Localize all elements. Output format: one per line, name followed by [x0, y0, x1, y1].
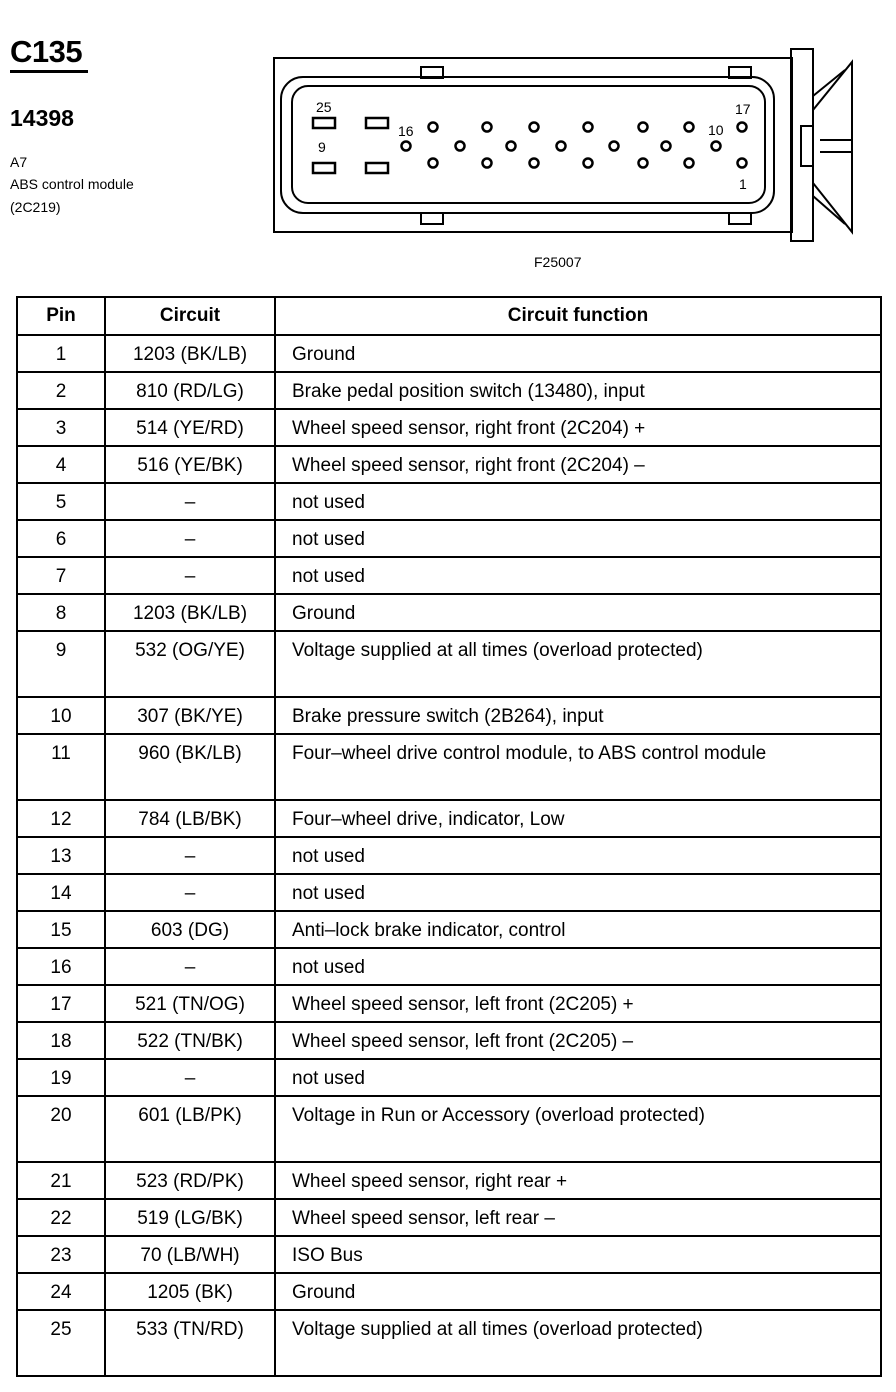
pin-terminal — [429, 123, 438, 132]
table-row — [17, 697, 881, 734]
pin-cell: 6 — [17, 520, 105, 557]
circuit-cell: 533 (TN/RD) — [105, 1310, 275, 1376]
function-cell: not used — [275, 948, 881, 985]
table-row — [17, 837, 881, 874]
pin-cell: 25 — [17, 1310, 105, 1376]
circuit-cell: 523 (RD/PK) — [105, 1162, 275, 1199]
pin-cell: 5 — [17, 483, 105, 520]
connector-face-diagram — [0, 0, 896, 250]
pin-terminal — [557, 142, 566, 151]
table-row — [17, 557, 881, 594]
table-row — [17, 1273, 881, 1310]
circuit-cell: – — [105, 948, 275, 985]
pin-terminal — [584, 159, 593, 168]
pin-terminal — [483, 123, 492, 132]
table-row — [17, 409, 881, 446]
table-row — [17, 1059, 881, 1096]
pin-cell: 23 — [17, 1236, 105, 1273]
function-cell: Ground — [275, 1273, 881, 1310]
pin-terminal — [584, 123, 593, 132]
pin-terminal — [402, 142, 411, 151]
table-row — [17, 1310, 881, 1376]
function-cell: not used — [275, 557, 881, 594]
circuit-cell: 1205 (BK) — [105, 1273, 275, 1310]
pin-terminal — [456, 142, 465, 151]
table-row — [17, 911, 881, 948]
function-cell: Wheel speed sensor, right rear + — [275, 1162, 881, 1199]
pin-cell: 8 — [17, 594, 105, 631]
pin-terminal — [610, 142, 619, 151]
pin-label-9: 9 — [318, 139, 326, 155]
pin-cell: 19 — [17, 1059, 105, 1096]
circuit-cell: 521 (TN/OG) — [105, 985, 275, 1022]
pin-cell: 10 — [17, 697, 105, 734]
pin-label-25: 25 — [316, 99, 332, 115]
circuit-cell: – — [105, 837, 275, 874]
pin-cell: 7 — [17, 557, 105, 594]
location-code: A7 — [10, 154, 28, 170]
pin-cell: 12 — [17, 800, 105, 837]
header-circuit: Circuit — [105, 297, 275, 335]
pin-cell: 20 — [17, 1096, 105, 1162]
table-row — [17, 948, 881, 985]
pin-cell: 2 — [17, 372, 105, 409]
pin-label-17: 17 — [735, 101, 751, 117]
table-row — [17, 1096, 881, 1162]
table-row — [17, 874, 881, 911]
table-row — [17, 734, 881, 800]
header-pin: Pin — [17, 297, 105, 335]
function-cell: Wheel speed sensor, left rear – — [275, 1199, 881, 1236]
function-cell: Voltage in Run or Accessory (overload protected) — [275, 1096, 881, 1162]
function-cell: Voltage supplied at all times (overload protected) — [275, 631, 881, 697]
circuit-cell: – — [105, 874, 275, 911]
pin-cell: 4 — [17, 446, 105, 483]
function-cell: not used — [275, 483, 881, 520]
circuit-cell: 522 (TN/BK) — [105, 1022, 275, 1059]
circuit-cell: 810 (RD/LG) — [105, 372, 275, 409]
function-cell: ISO Bus — [275, 1236, 881, 1273]
pin-cell: 9 — [17, 631, 105, 697]
part-number: 14398 — [10, 105, 74, 131]
table-row — [17, 1199, 881, 1236]
header-function: Circuit function — [275, 297, 881, 335]
pin-cell: 13 — [17, 837, 105, 874]
circuit-cell: 532 (OG/YE) — [105, 631, 275, 697]
pin-cell: 21 — [17, 1162, 105, 1199]
function-cell: not used — [275, 837, 881, 874]
pin-terminal — [685, 123, 694, 132]
circuit-cell: 1203 (BK/LB) — [105, 594, 275, 631]
pin-cell: 1 — [17, 335, 105, 372]
pin-cell: 22 — [17, 1199, 105, 1236]
function-cell: Ground — [275, 594, 881, 631]
circuit-cell: – — [105, 1059, 275, 1096]
circuit-cell: 307 (BK/YE) — [105, 697, 275, 734]
function-cell: Brake pressure switch (2B264), input — [275, 697, 881, 734]
pin-cell: 14 — [17, 874, 105, 911]
circuit-cell: 514 (YE/RD) — [105, 409, 275, 446]
pin-terminal — [662, 142, 671, 151]
pin-cell: 24 — [17, 1273, 105, 1310]
table-row — [17, 985, 881, 1022]
pin-terminal — [738, 123, 747, 132]
pin-terminal — [530, 123, 539, 132]
circuit-cell: – — [105, 520, 275, 557]
pin-cell: 11 — [17, 734, 105, 800]
pin-cell: 17 — [17, 985, 105, 1022]
table-row — [17, 631, 881, 697]
pin-terminals — [402, 123, 747, 168]
function-cell: not used — [275, 874, 881, 911]
function-cell: Four–wheel drive control module, to ABS control module — [275, 734, 881, 800]
circuit-cell: – — [105, 557, 275, 594]
circuit-cell: 601 (LB/PK) — [105, 1096, 275, 1162]
table-row — [17, 800, 881, 837]
function-cell: Wheel speed sensor, left front (2C205) – — [275, 1022, 881, 1059]
pin-label-1: 1 — [739, 176, 747, 192]
pin-label-10: 10 — [708, 122, 724, 138]
function-cell: Wheel speed sensor, right front (2C204) – — [275, 446, 881, 483]
table-row — [17, 1022, 881, 1059]
circuit-cell: 516 (YE/BK) — [105, 446, 275, 483]
pin-terminal — [483, 159, 492, 168]
circuit-cell: 603 (DG) — [105, 911, 275, 948]
table-row — [17, 372, 881, 409]
pin-cell: 3 — [17, 409, 105, 446]
figure-reference: F25007 — [534, 254, 582, 270]
pin-terminal — [738, 159, 747, 168]
table-row — [17, 446, 881, 483]
function-cell: not used — [275, 520, 881, 557]
pin-terminal — [507, 142, 516, 151]
function-cell: Wheel speed sensor, left front (2C205) + — [275, 985, 881, 1022]
function-cell: Anti–lock brake indicator, control — [275, 911, 881, 948]
pin-terminal — [685, 159, 694, 168]
pin-terminal — [530, 159, 539, 168]
pin-label-16: 16 — [398, 123, 414, 139]
function-cell: Brake pedal position switch (13480), input — [275, 372, 881, 409]
function-cell: not used — [275, 1059, 881, 1096]
module-name: ABS control module — [10, 176, 134, 192]
module-code: (2C219) — [10, 199, 61, 215]
pin-terminal — [712, 142, 721, 151]
circuit-cell: 1203 (BK/LB) — [105, 335, 275, 372]
function-cell: Voltage supplied at all times (overload protected) — [275, 1310, 881, 1376]
connector-id: C135 — [10, 34, 88, 73]
table-row — [17, 483, 881, 520]
function-cell: Wheel speed sensor, right front (2C204) + — [275, 409, 881, 446]
table-row — [17, 594, 881, 631]
pinout-table — [16, 296, 882, 1377]
table-row — [17, 335, 881, 372]
circuit-cell: 960 (BK/LB) — [105, 734, 275, 800]
pin-terminal — [639, 123, 648, 132]
pin-cell: 16 — [17, 948, 105, 985]
circuit-cell: 70 (LB/WH) — [105, 1236, 275, 1273]
circuit-cell: 784 (LB/BK) — [105, 800, 275, 837]
table-row — [17, 520, 881, 557]
circuit-cell: – — [105, 483, 275, 520]
pin-cell: 15 — [17, 911, 105, 948]
pin-cell: 18 — [17, 1022, 105, 1059]
pin-terminal — [639, 159, 648, 168]
table-row — [17, 1162, 881, 1199]
table-row — [17, 1236, 881, 1273]
pin-terminal — [429, 159, 438, 168]
circuit-cell: 519 (LG/BK) — [105, 1199, 275, 1236]
function-cell: Ground — [275, 335, 881, 372]
function-cell: Four–wheel drive, indicator, Low — [275, 800, 881, 837]
